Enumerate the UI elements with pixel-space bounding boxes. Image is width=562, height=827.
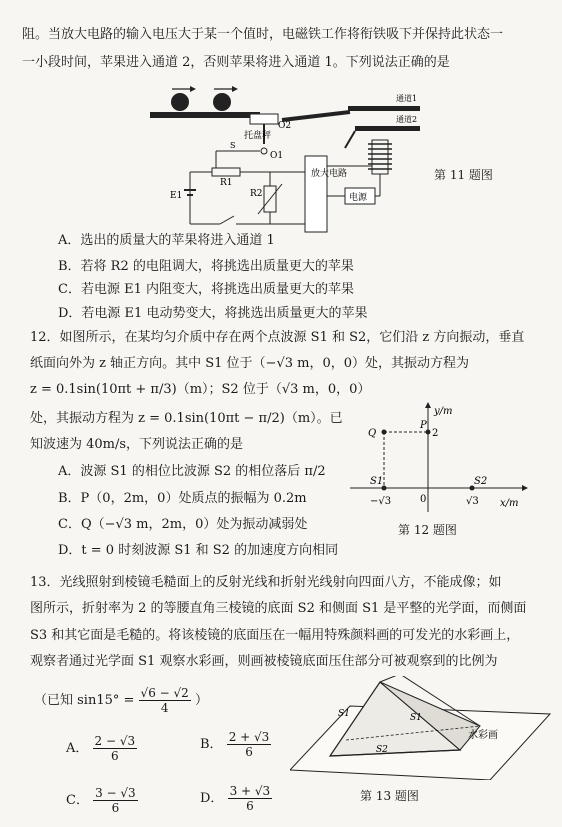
- q13-known-den: 4: [160, 701, 169, 715]
- p-label: P: [420, 420, 427, 431]
- q13-line-1: 13．光线照射到棱镜毛糙面上的反射光线和折射光线射向四面八方，不能成像；如: [30, 575, 502, 590]
- q11-option-c: C．若电源 E1 内阻变大，将挑选出质量更大的苹果: [58, 282, 354, 297]
- q11-option-d: D．若电源 E1 电动势变大，将挑选出质量更大的苹果: [58, 306, 368, 321]
- q13-known-suffix: ）: [194, 693, 208, 708]
- q12-line-2: 纸面向外为 z 轴正方向。其中 S1 位于（−√3 m，0，0）处，其振动方程为: [30, 356, 470, 371]
- q13-option-d: [200, 782, 272, 816]
- s1-face-label-a: S1: [338, 709, 350, 719]
- q12-option-d: D．t = 0 时刻波源 S1 和 S2 的加速度方向相同: [58, 543, 339, 558]
- option-num: 2 + √3: [228, 730, 270, 744]
- intro-line-1: 阻。当放大电路的输入电压大于某一个值时，电磁铁工作将衔铁吸下并保持此状态一: [22, 27, 504, 42]
- s2-face-label: S2: [376, 745, 388, 755]
- s1-label: S1: [370, 476, 384, 487]
- option-fraction: [93, 786, 138, 815]
- q12-option-a: A．波源 S1 的相位比波源 S2 的相位落后 π/2: [58, 464, 326, 479]
- tick-x-neg: −√3: [370, 496, 392, 507]
- option-fraction: [228, 784, 273, 813]
- painting-label: 水彩画: [468, 730, 498, 741]
- q12-line-3: z = 0.1sin(10πt + π/3)（m）；S2 位于（√3 m，0，0）: [30, 382, 371, 397]
- tick-x-pos: √3: [466, 496, 479, 507]
- conveyor-belt: [150, 112, 260, 118]
- option-fraction: [227, 730, 272, 759]
- option-num: 3 + √3: [229, 784, 271, 798]
- e1-label: E1: [170, 191, 183, 201]
- power-label: 电源: [349, 193, 368, 203]
- q13-option-b: [200, 728, 271, 762]
- q13-known-num: √6 − √2: [140, 686, 189, 700]
- q-label: Q: [368, 428, 377, 439]
- option-den: 6: [111, 801, 120, 815]
- s2-label: S2: [474, 476, 488, 487]
- q13-known-fraction: [139, 686, 191, 715]
- s-label: S: [230, 141, 236, 150]
- point-q: [382, 430, 387, 435]
- r1-label: R1: [220, 178, 233, 188]
- channel-1: [348, 106, 420, 111]
- q13-known: [34, 684, 208, 718]
- option-fraction: [93, 734, 138, 763]
- q12-option-b: B．P（0，2m，0）处质点的振幅为 0.2m: [58, 491, 307, 506]
- q12-option-c: C．Q（−√3 m，2m，0）处为振动减弱处: [58, 517, 308, 532]
- figure-12-caption: 第 12 题图: [398, 523, 457, 537]
- q12-line-5: 知波速为 40m/s，下列说法正确的是: [30, 437, 244, 452]
- amplifier-box: [305, 156, 327, 232]
- y-axis-label: y/m: [434, 406, 453, 417]
- origin-label: 0: [420, 494, 427, 505]
- q12-line-4: 处，其振动方程为 z = 0.1sin(10πt − π/2)（m）。已: [30, 411, 343, 426]
- q11-option-a: A．选出的质量大的苹果将进入通道 1: [58, 233, 275, 248]
- option-den: 6: [111, 749, 119, 763]
- figure-12: [340, 400, 530, 518]
- figure-13-caption: 第 13 题图: [360, 789, 419, 803]
- q11-option-b: B．若将 R2 的电阻调大，将挑选出质量更大的苹果: [58, 259, 354, 274]
- apple-icon: [213, 93, 231, 111]
- option-letter: C．: [66, 793, 89, 808]
- amplifier-label: 放大电路: [311, 169, 348, 179]
- q13-line-2: 图所示，折射率为 2 的等腰直角三棱镜的底面 S2 和侧面 S1 是平整的光学面，而侧面: [30, 601, 527, 616]
- channel-2-label: 通道2: [396, 115, 418, 124]
- option-letter: A．: [66, 741, 89, 756]
- tray-label: 托盘秤: [244, 131, 272, 141]
- o2-label: O2: [278, 121, 292, 131]
- intro-line-2: 一小段时间，苹果进入通道 2，否则苹果将进入通道 1。下列说法正确的是: [22, 55, 450, 70]
- option-den: 6: [246, 799, 254, 813]
- option-den: 6: [245, 745, 253, 759]
- figure-11: [150, 86, 450, 236]
- s1-face-label-b: S1: [410, 713, 422, 723]
- channel-2: [355, 126, 420, 131]
- q13-known-prefix: （已知 sin15° =: [34, 693, 135, 708]
- q13-line-4: 观察者通过光学面 S1 观察水彩画，则画被棱镜底面压住部分可被观察到的比例为: [30, 654, 498, 669]
- option-letter: D．: [200, 791, 224, 806]
- x-axis-label: x/m: [500, 498, 519, 509]
- r2-label: R2: [250, 189, 263, 199]
- tick-y-2: 2: [432, 428, 439, 439]
- apple-icon: [171, 93, 189, 111]
- figure-13: [290, 676, 552, 780]
- option-num: 2 − √3: [94, 734, 136, 748]
- channel-1-label: 通道1: [396, 94, 418, 103]
- q13-option-a: [66, 732, 137, 766]
- q13-option-c: [66, 784, 138, 818]
- figure-11-caption: 第 11 题图: [434, 168, 493, 182]
- o1-label: O1: [270, 151, 284, 161]
- q13-line-3: S3 和其它面是毛糙的。将该棱镜的底面压在一幅用特殊颜料画的可发光的水彩画上，: [30, 628, 520, 643]
- option-letter: B．: [200, 737, 223, 752]
- option-num: 3 − √3: [95, 786, 136, 800]
- q12-line-1: 12．如图所示，在某均匀介质中存在两个点波源 S1 和 S2，它们沿 z 方向振动，垂直: [30, 330, 525, 345]
